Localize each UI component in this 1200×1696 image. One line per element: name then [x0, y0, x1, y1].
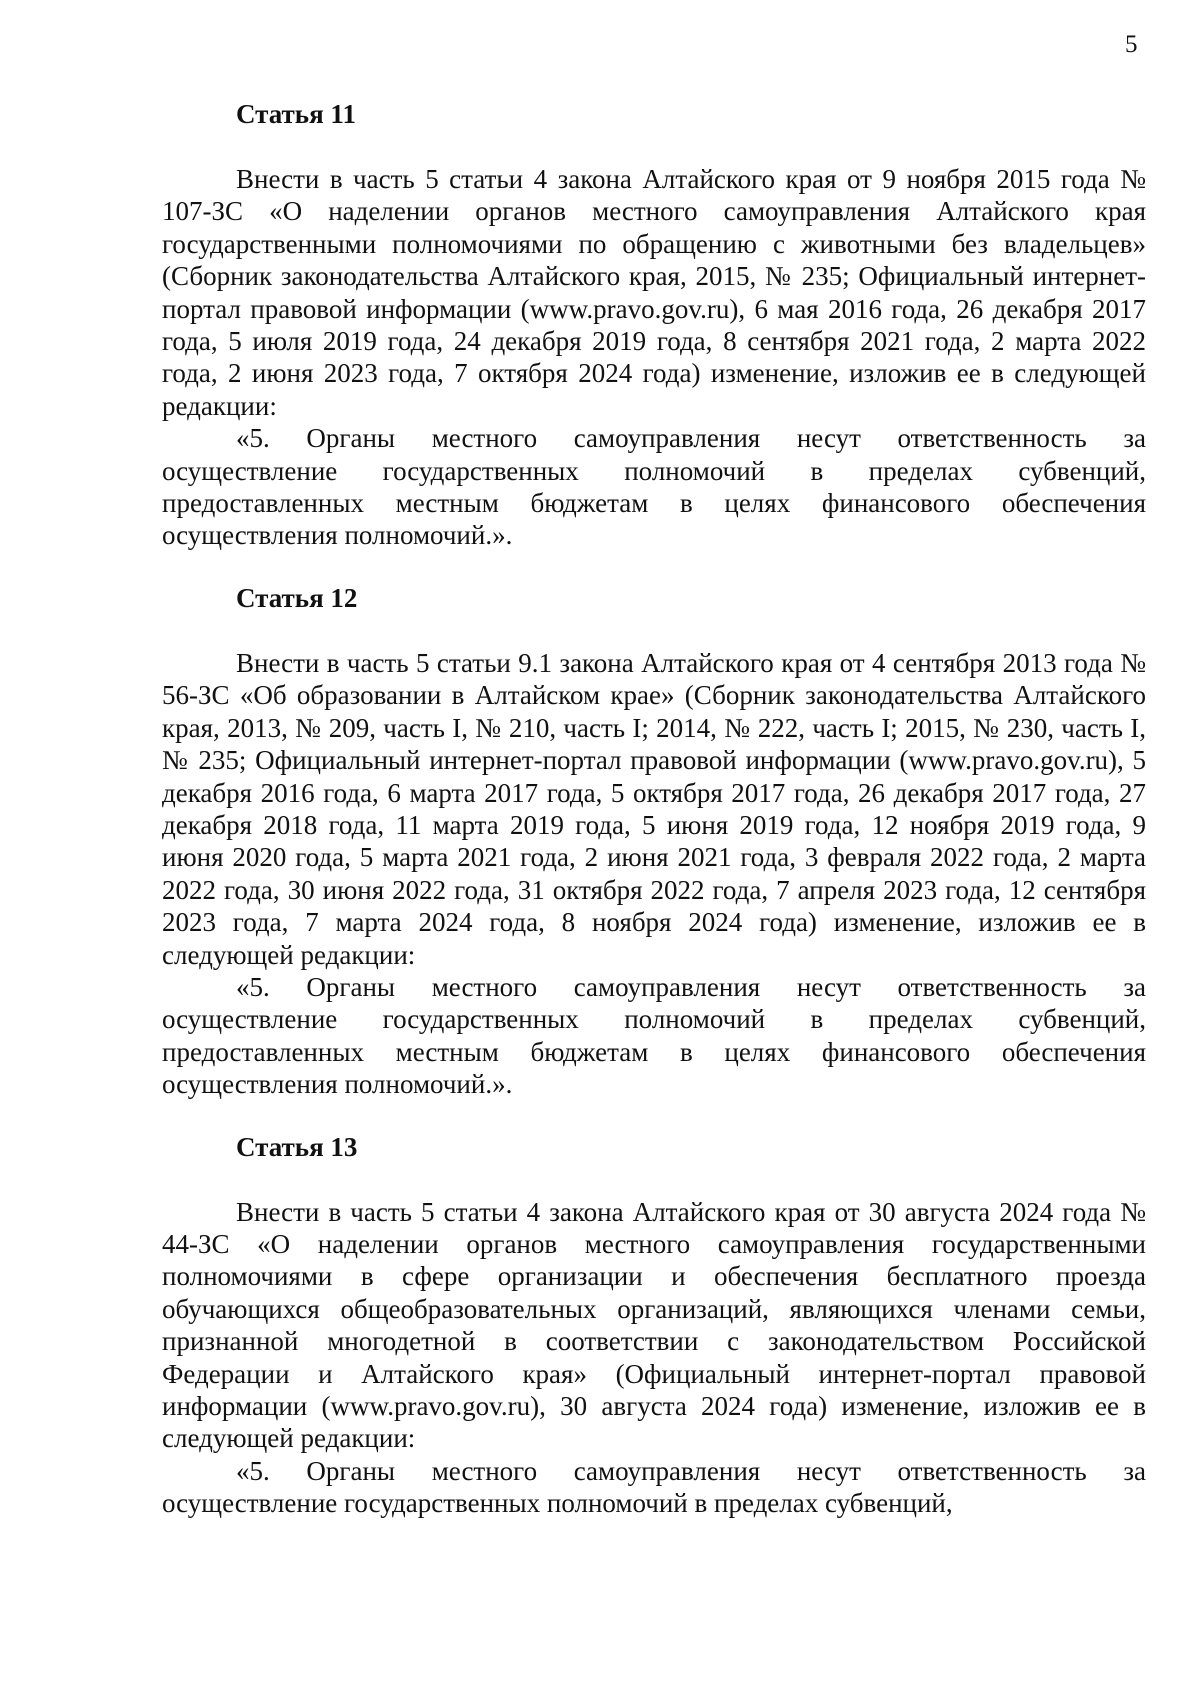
document-body: [162, 98, 1146, 1550]
article-13: [162, 1131, 1146, 1520]
amendment-quote: «5. Органы местного самоуправления несут ответственность за осуществление государственных полномочий в пределах субвенций, предоставленных местным бюджетам в целях финансового обеспечения осуществления полномочий.».: [162, 423, 1146, 551]
article-heading: Статья 13: [236, 1131, 358, 1162]
amendment-quote: «5. Органы местного самоуправления несут ответственность за осуществление государственных полномочий в пределах субвенций, предоставленных местным бюджетам в целях финансового обеспечения осуществления полномочий.».: [162, 971, 1146, 1100]
article-12: [162, 582, 1146, 1101]
article-intro-paragraph: Внести в часть 5 статьи 4 закона Алтайского края от 9 ноября 2015 года № 107-ЗС «О наделении органов местного самоуправления Алтайского края государственными полномочиями по обращению с животными без владельцев» (Сборник законодательства Алтайского края, 2015, № 235; Официальный интернет-портал правовой информации (www.pravo.gov.ru), 6 мая 2016 года, 26 декабря 2017 года, 5 июля 2019 года, 24 декабря 2019 года, 8 сентября 2021 года, 2 марта 2022 года, 2 июня 2023 года, 7 октября 2024 года) изменение, изложив ее в следующей редакции:: [162, 164, 1146, 421]
article-11: [162, 98, 1146, 552]
article-intro-paragraph: Внести в часть 5 статьи 9.1 закона Алтайского края от 4 сентября 2013 года № 56-ЗС «Об образовании в Алтайском крае» (Сборник законодательства Алтайского края, 2013, № 209, часть I, № 210, часть I; 2014, № 222, часть I; 2015, № 230, часть I, № 235; Официальный интернет-портал правовой информации (www.pravo.gov.ru), 5 декабря 2016 года, 6 марта 2017 года, 5 октября 2017 года, 26 декабря 2017 года, 27 декабря 2018 года, 11 марта 2019 года, 5 июня 2019 года, 12 ноября 2019 года, 9 июня 2020 года, 5 марта 2021 года, 2 июня 2021 года, 3 февраля 2022 года, 2 марта 2022 года, 30 июня 2022 года, 31 октября 2022 года, 7 апреля 2023 года, 12 сентября 2023 года, 7 марта 2024 года, 8 ноября 2024 года) изменение, изложив ее в следующей редакции:: [162, 647, 1146, 970]
page-number: 5: [1125, 31, 1138, 58]
article-intro-paragraph: Внести в часть 5 статьи 4 закона Алтайского края от 30 августа 2024 года № 44-ЗС «О наделении органов местного самоуправления государственными полномочиями в сфере организации и обеспечения бесплатного проезда обучающихся общеобразовательных организаций, являющихся членами семьи, признанной многодетной в соответствии с законодательством Российской Федерации и Алтайского края» (Официальный интернет-портал правовой информации (www.pravo.gov.ru), 30 августа 2024 года) изменение, изложив ее в следующей редакции:: [162, 1196, 1146, 1454]
article-heading: Статья 12: [236, 582, 358, 613]
amendment-quote: «5. Органы местного самоуправления несут ответственность за осуществление государственных полномочий в пределах субвенций,: [162, 1455, 1146, 1519]
article-heading: Статья 11: [236, 99, 356, 129]
